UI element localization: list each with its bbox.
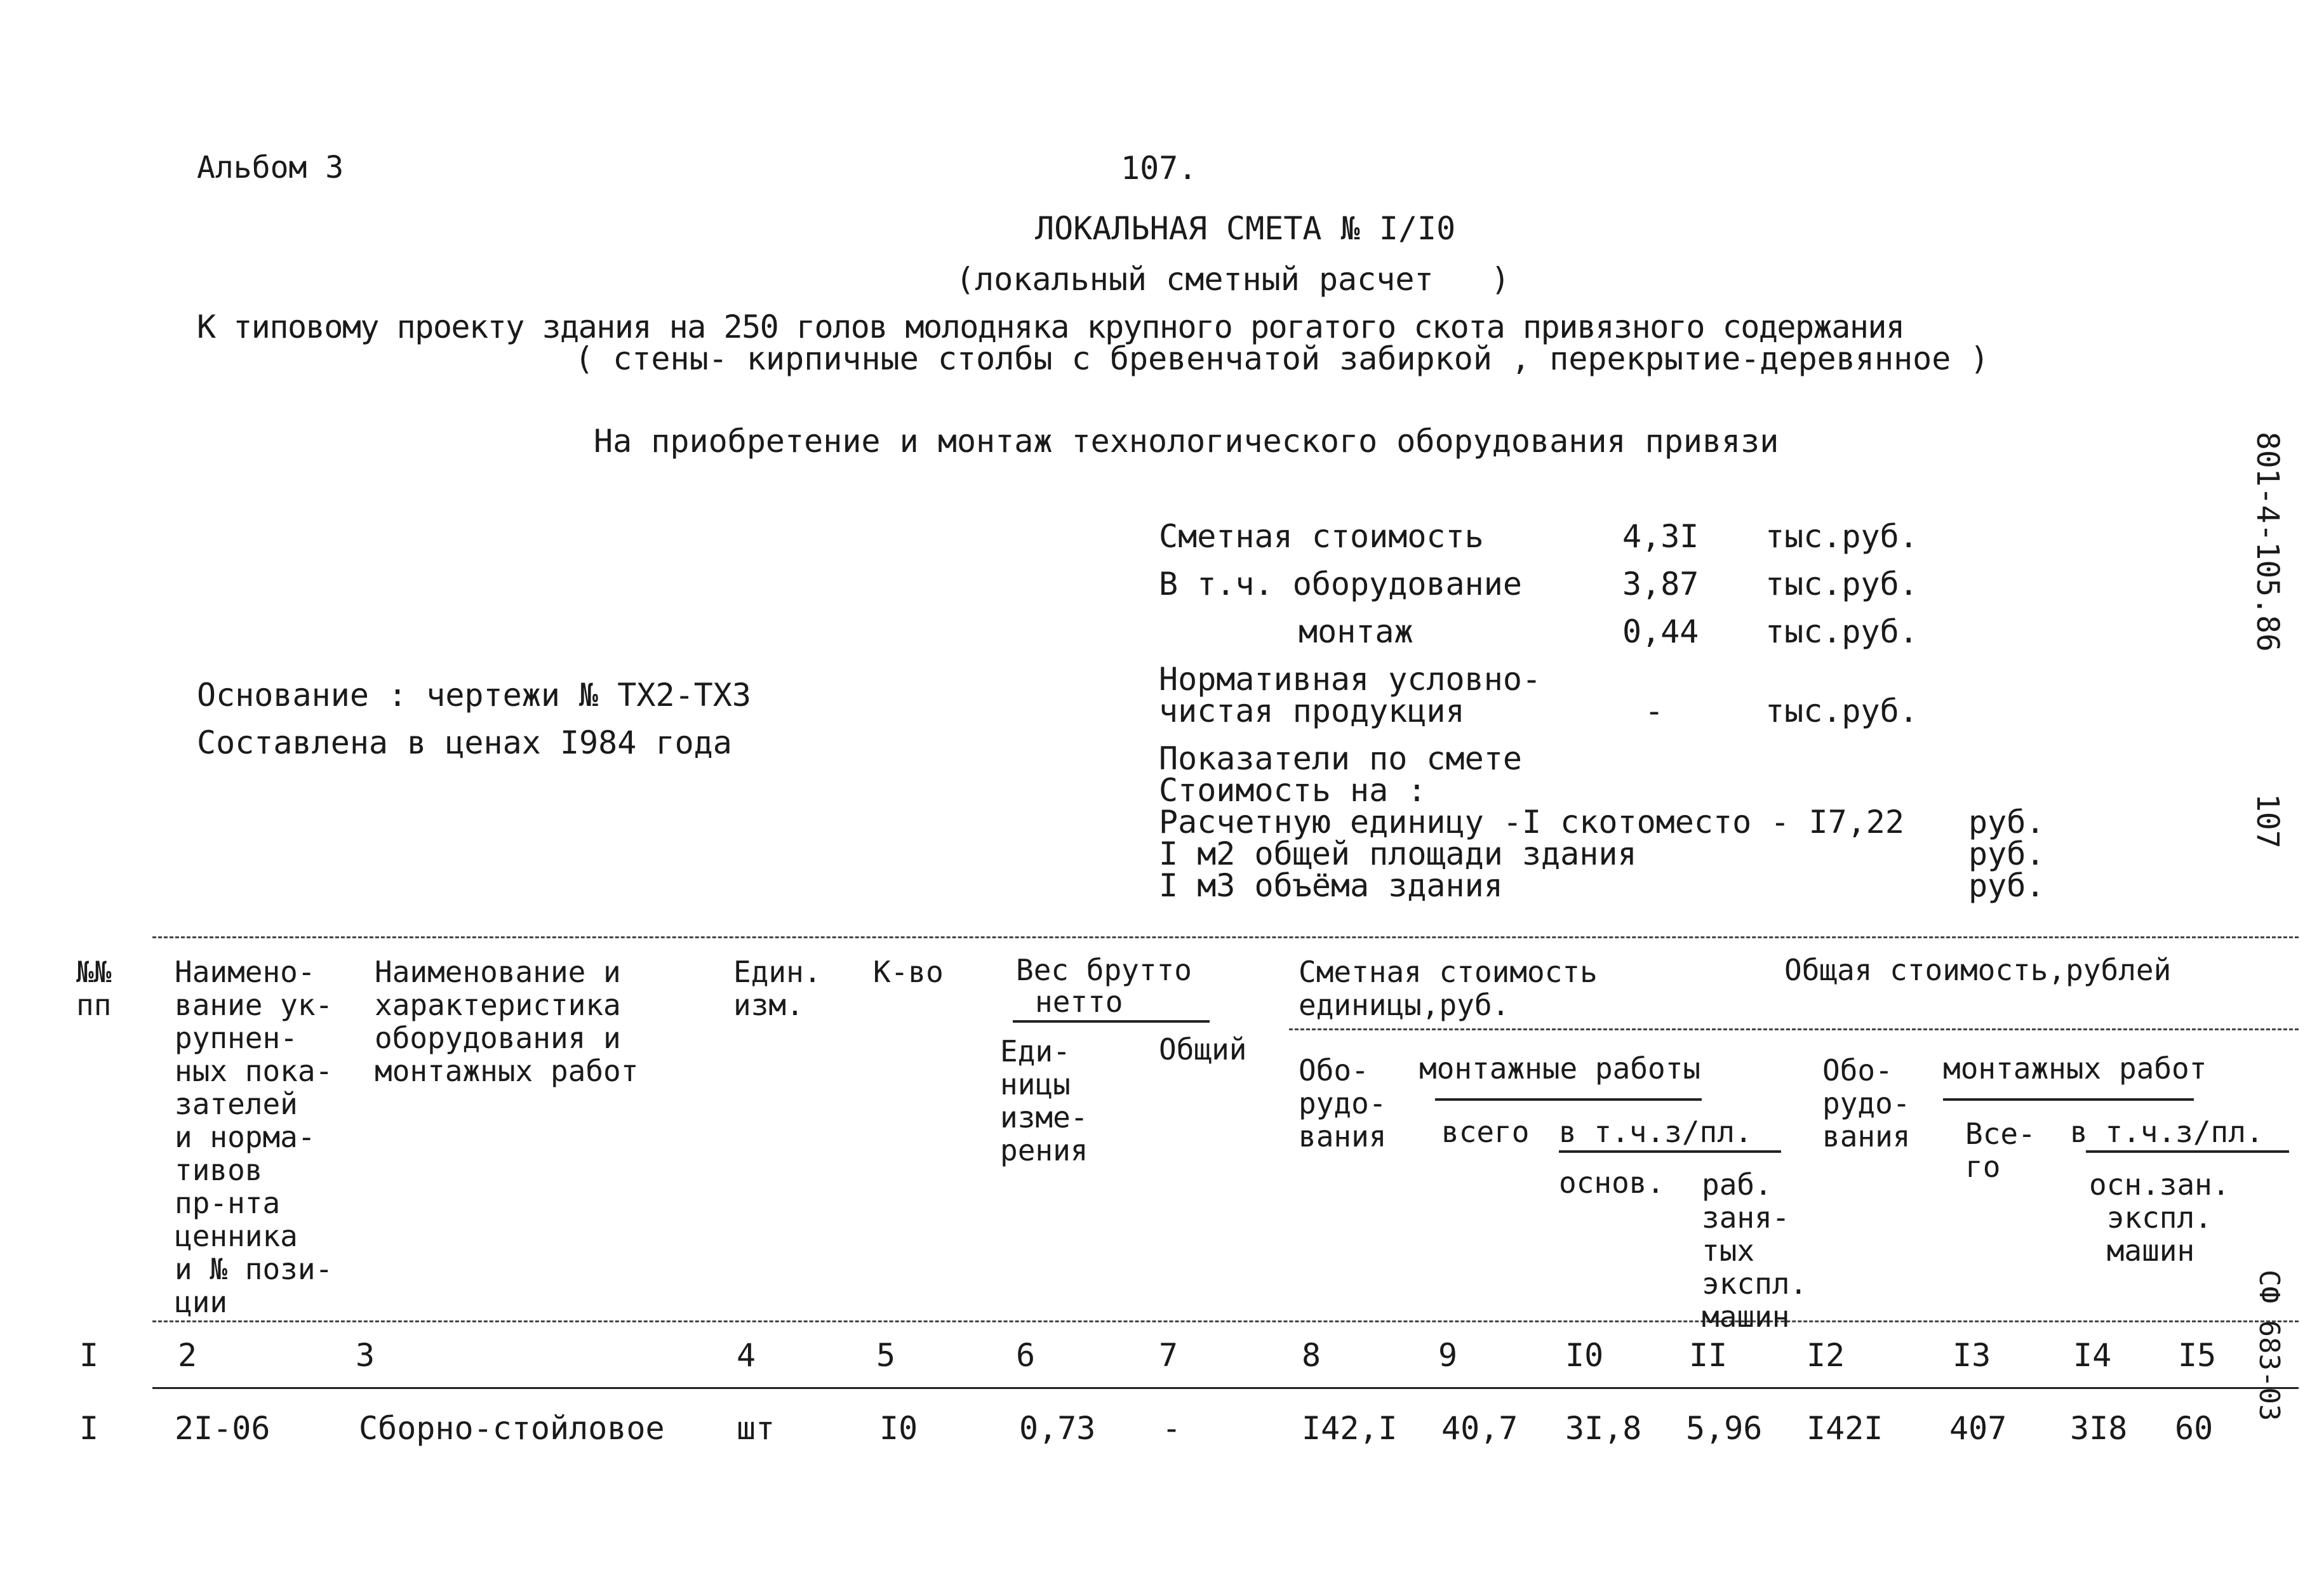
col-number: 8 — [1302, 1337, 1321, 1374]
row-cell: 407 — [1949, 1410, 2007, 1447]
project-line-1: К типовому проекту здания на 250 голов молодняка крупного рогатого скота привязного содержания — [197, 309, 1904, 345]
indicator-per-m3-rub: руб. — [1968, 867, 2045, 904]
normative-value: - — [1645, 693, 1664, 729]
indicator-per-m3: I м3 объёма здания — [1159, 867, 1503, 904]
purpose-line: На приобретение и монтаж технологического оборудования привязи — [594, 423, 1779, 460]
table-top-rule — [152, 936, 2299, 938]
col-header-3: Наименование и характеристика оборудования и монтажных работ — [375, 955, 639, 1088]
basis-line-1: Основание : чертежи № ТХ2-ТХ3 — [197, 677, 751, 714]
col-header-12: Обо- рудо- вания — [1822, 1053, 1911, 1153]
table-subheader-rule — [1289, 1028, 2299, 1030]
side-stamp-code: 801-4-105.86 — [2250, 432, 2285, 652]
col-header-13: Все- го — [1965, 1117, 2036, 1184]
row-cell: 2I-06 — [175, 1410, 270, 1447]
equipment-label: В т.ч. оборудование — [1159, 566, 1522, 602]
album-label: Альбом 3 — [197, 150, 344, 185]
col-number: 6 — [1016, 1337, 1036, 1374]
row-cell: Сборно-стойловое — [359, 1410, 665, 1447]
col-number: I3 — [1953, 1337, 1991, 1374]
col-number: II — [1689, 1337, 1728, 1374]
total-cost-header: Общая стоимость,рублей — [1784, 953, 2172, 987]
install-works-header: монтажные работы — [1419, 1051, 1701, 1086]
row-cell: I — [79, 1410, 99, 1447]
col-number: I0 — [1565, 1337, 1604, 1374]
estimate-subtitle: (локальный сметный расчет ) — [956, 261, 1510, 298]
row-cell: 3I8 — [2070, 1410, 2128, 1447]
page-number: 107. — [1121, 150, 1198, 187]
row-cell: 0,73 — [1019, 1410, 1096, 1447]
incl-wages-total-underline — [2086, 1150, 2289, 1153]
basis-line-2: Составлена в ценах I984 года — [197, 724, 732, 761]
incl-wages-underline — [1559, 1150, 1781, 1153]
col-header-1: №№ пп — [76, 955, 112, 1022]
normative-unit: тыс.руб. — [1765, 693, 1918, 729]
row-cell: 5,96 — [1686, 1410, 1763, 1447]
col-number: 5 — [876, 1337, 896, 1374]
normative-label-1: Нормативная условно- — [1159, 661, 1542, 698]
indicators-title: Показатели по смете — [1159, 740, 1522, 777]
install-works-total-header: монтажных работ — [1943, 1051, 2207, 1086]
indicator-per-unit-rub: руб. — [1968, 804, 2045, 841]
row-cell: 60 — [2175, 1410, 2214, 1447]
col-header-9: всего — [1441, 1115, 1530, 1149]
col-number: I5 — [2178, 1337, 2217, 1374]
project-line-2: ( стены- кирпичные столбы с бревенчатой забиркой , перекрытие-деревянное ) — [575, 340, 1989, 377]
col-header-4: Един. изм. — [733, 955, 822, 1022]
col-header-6: Еди- ницы изме- рения — [1000, 1034, 1088, 1167]
indicator-per-m2-rub: руб. — [1968, 835, 2045, 872]
col-number: 2 — [178, 1337, 197, 1374]
side-stamp-page: 107 — [2250, 794, 2285, 849]
row-cell: 3I,8 — [1565, 1410, 1642, 1447]
incl-wages-total-header: в т.ч.з/пл. — [2070, 1115, 2264, 1149]
row-cell: I42,I — [1302, 1410, 1398, 1447]
col-header-7: Общий — [1159, 1032, 1247, 1067]
install-works-underline — [1435, 1098, 1702, 1101]
row-cell: 40,7 — [1441, 1410, 1518, 1447]
table-header-bottom-rule — [152, 1320, 2299, 1322]
equipment-unit: тыс.руб. — [1765, 566, 1918, 602]
estimated-cost-value: 4,3I — [1622, 518, 1699, 555]
indicator-per-unit: Расчетную единицу -I скотоместо - I7,22 — [1159, 804, 1904, 841]
indicators-cost-for: Стоимость на : — [1159, 772, 1427, 809]
weight-net-header: нетто — [1035, 985, 1123, 1019]
weight-underline — [1013, 1020, 1210, 1023]
col-header-11: раб. заня- тых экспл. машин — [1702, 1167, 1808, 1334]
install-works-total-underline — [1943, 1098, 2194, 1101]
installation-unit: тыс.руб. — [1765, 613, 1918, 650]
col-number: 9 — [1438, 1337, 1458, 1374]
col-header-10: основ. — [1559, 1166, 1665, 1200]
col-number: 7 — [1159, 1337, 1179, 1374]
col-number: I — [79, 1337, 99, 1374]
normative-label-2: чистая продукция — [1159, 693, 1465, 729]
estimated-cost-unit: тыс.руб. — [1765, 518, 1918, 555]
col-number: I2 — [1806, 1337, 1845, 1374]
col-header-8: Обо- рудо- вания — [1299, 1053, 1387, 1153]
row-cell: I0 — [879, 1410, 918, 1447]
col-header-14-15: осн.зан. экспл. машин — [2089, 1167, 2230, 1268]
row-cell: I42I — [1806, 1410, 1883, 1447]
equipment-value: 3,87 — [1622, 566, 1699, 602]
col-number: I4 — [2073, 1337, 2112, 1374]
estimate-title: ЛОКАЛЬНАЯ СМЕТА № I/I0 — [1035, 210, 1456, 247]
weight-header: Вес брутто — [1016, 953, 1192, 987]
table-column-numbers-rule — [152, 1387, 2299, 1389]
indicator-per-m2: I м2 общей площади здания — [1159, 835, 1637, 872]
col-header-2: Наимено- вание ук- рупнен- ных пока- зателей и норма- тивов пр-нта ценника и № пози- ции — [175, 955, 333, 1319]
side-stamp-bottom-code: СФ 683-03 — [2253, 1270, 2285, 1421]
installation-value: 0,44 — [1622, 613, 1699, 650]
row-cell: - — [1162, 1410, 1182, 1447]
installation-label: монтаж — [1299, 613, 1413, 650]
row-cell: шт — [737, 1410, 775, 1447]
unit-cost-header: Сметная стоимость единицы,руб. — [1299, 955, 1598, 1022]
col-number: 3 — [356, 1337, 375, 1374]
incl-wages-header: в т.ч.з/пл. — [1559, 1115, 1753, 1149]
col-header-5: К-во — [873, 955, 944, 989]
col-number: 4 — [737, 1337, 756, 1374]
estimated-cost-label: Сметная стоимость — [1159, 518, 1484, 555]
